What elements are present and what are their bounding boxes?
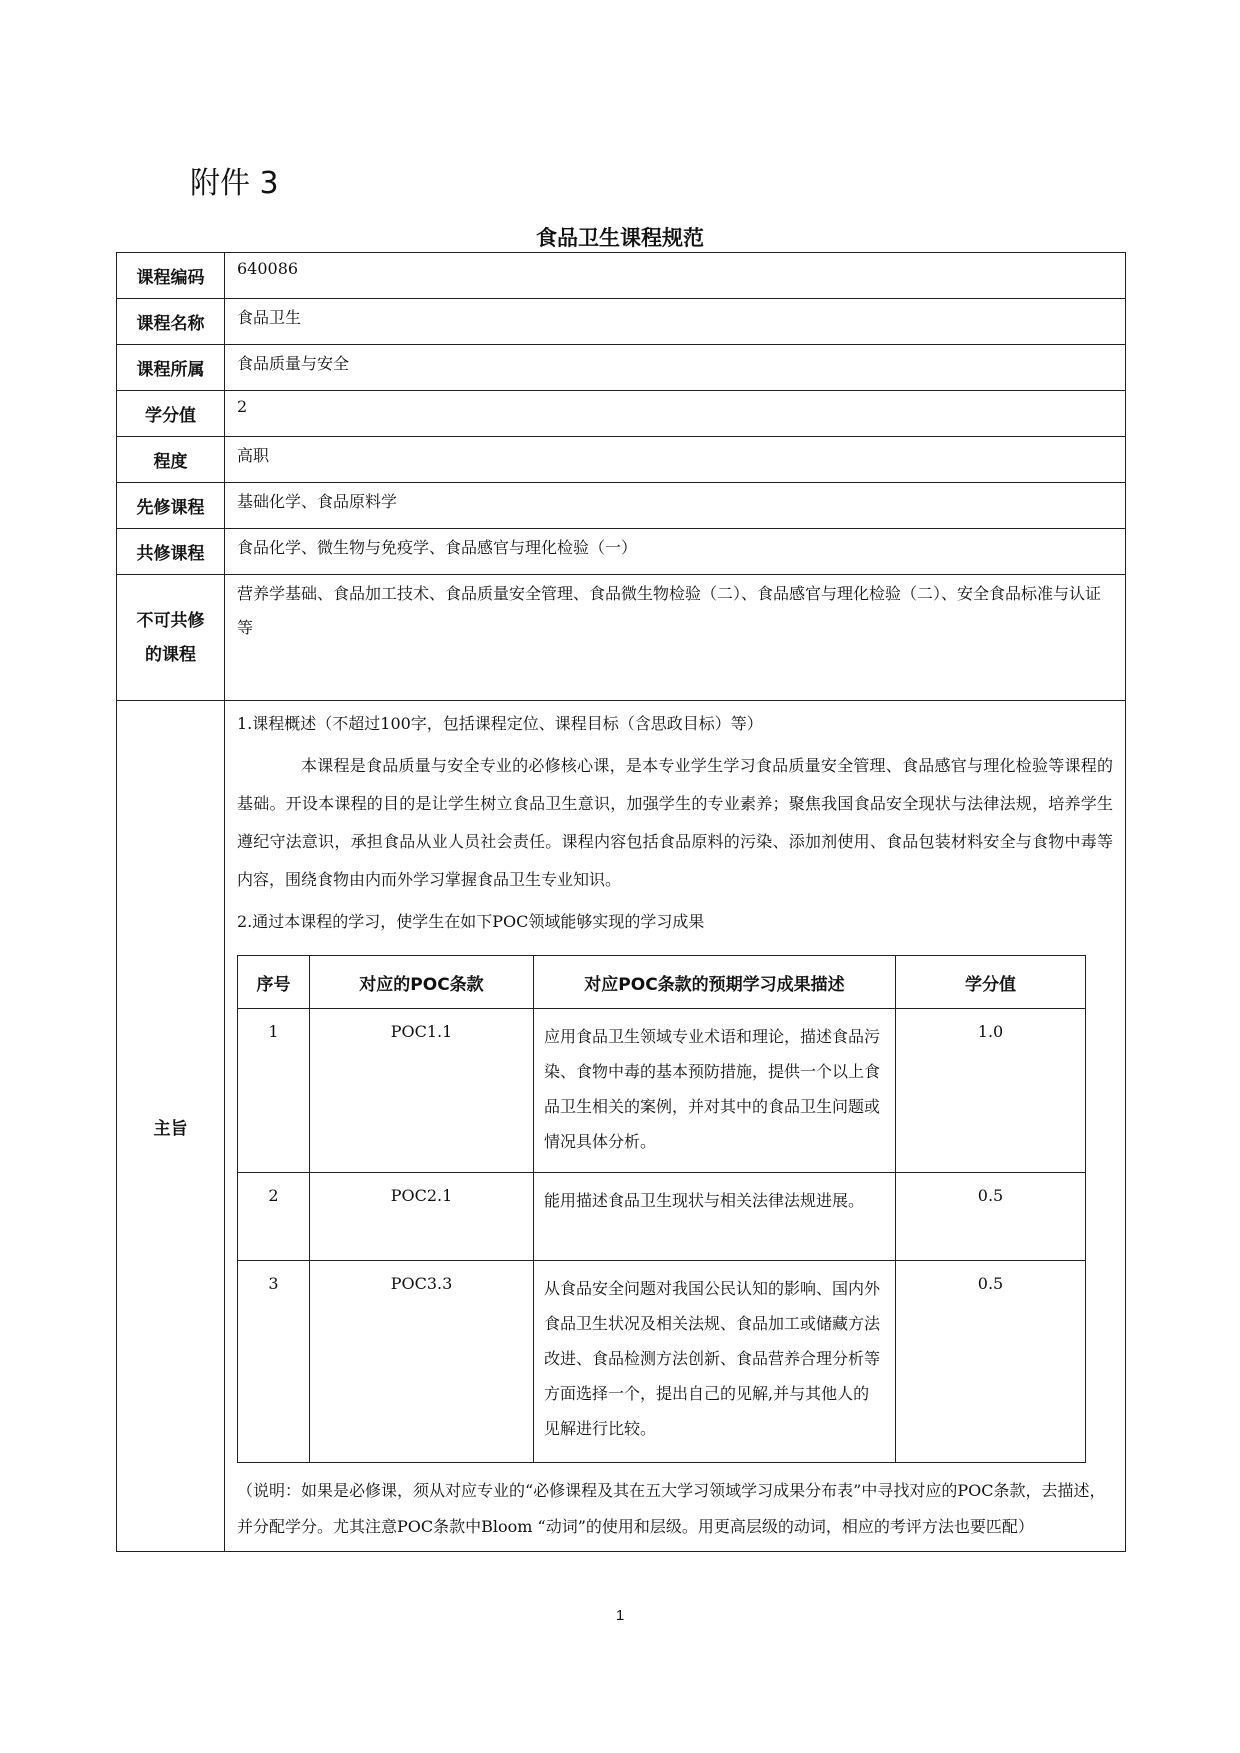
main-purpose-label: 主旨 — [117, 701, 225, 1552]
poc-row-clause: POC3.3 — [310, 1261, 534, 1463]
row-credits — [117, 391, 1126, 437]
course-code-value: 640086 — [225, 253, 1126, 299]
table-row — [238, 1261, 1086, 1463]
poc-row-no: 3 — [238, 1261, 310, 1463]
row-corequisites — [117, 529, 1126, 575]
credits-value: 2 — [225, 391, 1126, 437]
poc-row-no: 2 — [238, 1173, 310, 1261]
exclusive-label-line2: 的课程 — [145, 644, 196, 665]
page-number: 1 — [615, 1607, 625, 1624]
annex-label: 附件 3 — [190, 166, 279, 201]
poc-row-desc: 从食品安全问题对我国公民认知的影响、国内外食品卫生状况及相关法规、食品加工或储藏方法改进、食品检测方法创新、食品营养合理分析等方面选择一个，提出自己的见解,并与其他人的见解进行比较。 — [534, 1261, 896, 1463]
exclusive-label-line1: 不可共修 — [136, 610, 205, 631]
course-spec-table — [116, 252, 1126, 1552]
poc-row-no: 1 — [238, 1009, 310, 1173]
poc-row-clause: POC1.1 — [310, 1009, 534, 1173]
prerequisites-label: 先修课程 — [117, 483, 225, 529]
course-code-label: 课程编码 — [117, 253, 225, 299]
course-name-value: 食品卫生 — [225, 299, 1126, 345]
poc-header-outcome: 对应POC条款的预期学习成果描述 — [534, 956, 896, 1009]
level-label: 程度 — [117, 437, 225, 483]
poc-header-row — [238, 956, 1086, 1009]
course-dept-label: 课程所属 — [117, 345, 225, 391]
poc-row-clause: POC2.1 — [310, 1173, 534, 1261]
table-row — [238, 1009, 1086, 1173]
corequisites-value: 食品化学、微生物与免疫学、食品感官与理化检验（一） — [225, 529, 1126, 575]
exclusive-courses-label — [117, 575, 225, 701]
overview-body: 本课程是食品质量与安全专业的必修核心课，是本专业学生学习食品质量安全管理、食品感官与理化检验等课程的基础。开设本课程的目的是让学生树立食品卫生意识，加强学生的专业素养；聚焦我国食品安全现状与法律法规，培养学生遵纪守法意识，承担食品从业人员社会责任。课程内容包括食品原料的污染、添加剂使用、食品包装材料安全与食物中毒等内容，围绕食物由内而外学习掌握食品卫生专业知识。 — [237, 756, 1113, 889]
row-prerequisites — [117, 483, 1126, 529]
poc-header-clause: 对应的POC条款 — [310, 956, 534, 1009]
row-level — [117, 437, 1126, 483]
row-course-dept — [117, 345, 1126, 391]
row-course-code — [117, 253, 1126, 299]
table-row — [238, 1173, 1086, 1261]
poc-row-desc: 应用食品卫生领域专业术语和理论，描述食品污染、食物中毒的基本预防措施，提供一个以上食品卫生相关的案例，并对其中的食品卫生问题或情况具体分析。 — [534, 1009, 896, 1173]
credits-label: 学分值 — [117, 391, 225, 437]
document-title: 食品卫生课程规范 — [536, 226, 704, 250]
corequisites-label: 共修课程 — [117, 529, 225, 575]
row-course-name — [117, 299, 1126, 345]
poc-row-credit: 0.5 — [896, 1261, 1086, 1463]
poc-outcomes-table — [237, 955, 1086, 1463]
main-purpose-content — [225, 701, 1126, 1552]
poc-row-desc: 能用描述食品卫生现状与相关法律法规进展。 — [534, 1173, 896, 1261]
course-dept-value: 食品质量与安全 — [225, 345, 1126, 391]
row-exclusive-courses — [117, 575, 1126, 701]
poc-header-credit: 学分值 — [896, 956, 1086, 1009]
instruction-note: （说明：如果是必修课，须从对应专业的“必修课程及其在五大学习领域学习成果分布表”中寻找对应的POC条款，去描述，并分配学分。尤其注意POC条款中Bloom “动词”的使用和层级。用更高层级的动词，相应的考评方法也要匹配） — [237, 1481, 1106, 1536]
prerequisites-value: 基础化学、食品原料学 — [225, 483, 1126, 529]
outcomes-heading: 2.通过本课程的学习，使学生在如下POC领域能够实现的学习成果 — [237, 912, 705, 931]
poc-header-no: 序号 — [238, 956, 310, 1009]
poc-row-credit: 0.5 — [896, 1173, 1086, 1261]
level-value: 高职 — [225, 437, 1126, 483]
poc-row-credit: 1.0 — [896, 1009, 1086, 1173]
overview-heading: 1.课程概述（不超过100字，包括课程定位、课程目标（含思政目标）等） — [237, 714, 763, 733]
exclusive-courses-value: 营养学基础、食品加工技术、食品质量安全管理、食品微生物检验（二）、食品感官与理化检验（二）、安全食品标准与认证等 — [225, 575, 1126, 701]
course-name-label: 课程名称 — [117, 299, 225, 345]
row-main-purpose — [117, 701, 1126, 1552]
